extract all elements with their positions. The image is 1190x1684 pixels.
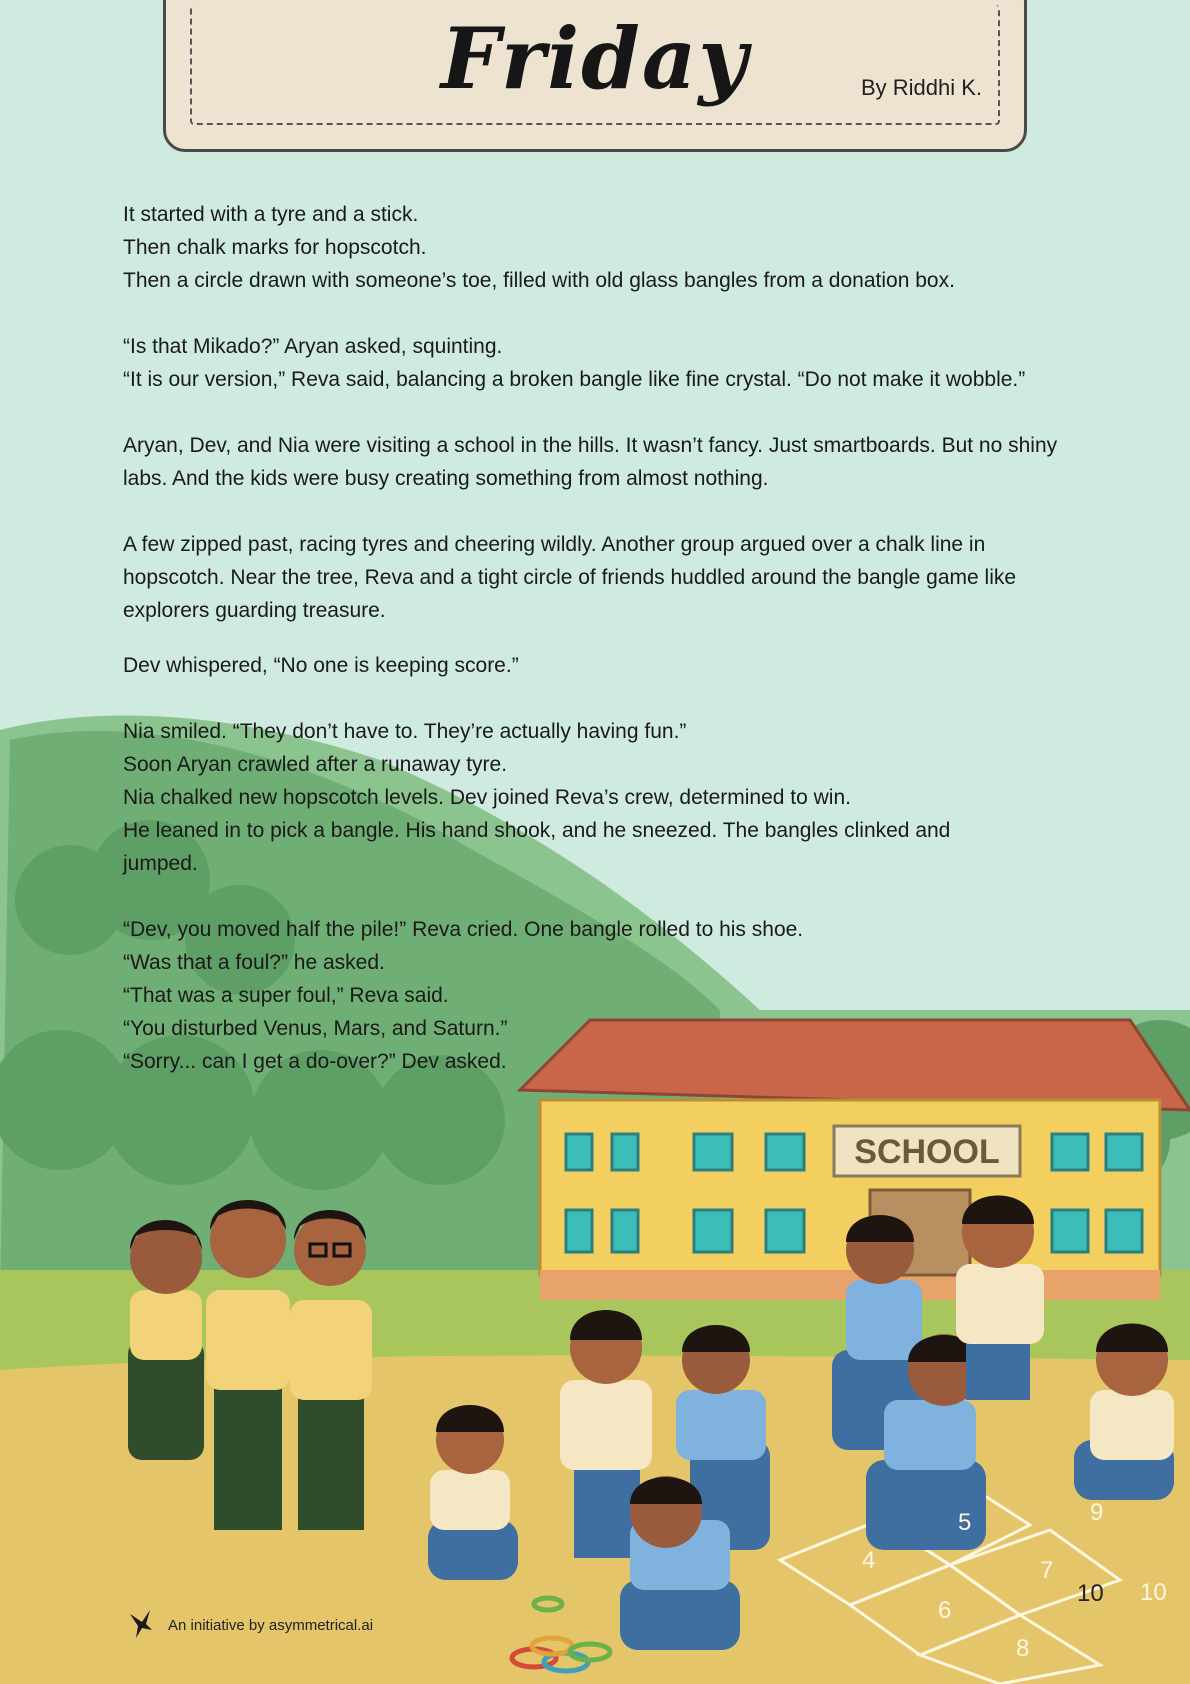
hopscotch-number: 9 <box>1090 1499 1104 1526</box>
bird-logo-icon <box>128 1608 154 1643</box>
story-line: Nia chalked new hopscotch levels. Dev joined Reva’s crew, determined to win. <box>123 786 851 809</box>
story-line: “It is our version,” Reva said, balancing a broken bangle like fine crystal. “Do not make it wobble.” <box>123 368 1026 391</box>
paragraph-2 <box>123 330 1083 396</box>
hopscotch-number: 8 <box>1016 1635 1030 1662</box>
paragraph-7 <box>123 913 1083 1078</box>
hopscotch-number: 6 <box>938 1597 952 1624</box>
paragraph-5: Dev whispered, “No one is keeping score.” <box>123 654 519 677</box>
story-line: “Is that Mikado?” Aryan asked, squinting. <box>123 335 503 358</box>
hopscotch-number: 5 <box>958 1509 972 1536</box>
initiative-credit: An initiative by asymmetrical.ai <box>168 1617 374 1634</box>
paragraph-6 <box>123 715 1083 880</box>
child-boy-glasses <box>290 1210 372 1530</box>
story-line: Soon Aryan crawled after a runaway tyre. <box>123 753 508 776</box>
story-line: It started with a tyre and a stick. <box>123 203 419 226</box>
story-title: Friday <box>440 9 750 108</box>
story-line: “That was a super foul,” Reva said. <box>123 984 449 1007</box>
story-line: “Dev, you moved half the pile!” Reva cried. One bangle rolled to his shoe. <box>123 918 804 941</box>
hopscotch-number: 4 <box>862 1547 876 1574</box>
hopscotch-number: 7 <box>1040 1557 1054 1584</box>
story-line: Then a circle drawn with someone’s toe, filled with old glass bangles from a donation box. <box>123 269 955 292</box>
school-sign: SCHOOL <box>854 1133 1000 1171</box>
footer <box>128 1608 373 1643</box>
title-banner <box>163 0 1027 152</box>
paragraph-1 <box>123 198 1083 297</box>
story-line: “Was that a foul?” he asked. <box>123 951 385 974</box>
story-line: He leaned in to pick a bangle. His hand shook, and he sneezed. The bangles clinked and jumped. <box>123 819 951 875</box>
author-byline: By Riddhi K. <box>860 75 982 100</box>
paragraph-3: Aryan, Dev, and Nia were visiting a school in the hills. It wasn’t fancy. Just smartboards. But no shiny labs. And the kids were busy creating something from almost nothing. <box>123 434 1058 490</box>
child-girl-left <box>128 1220 204 1460</box>
child-boy-middle <box>206 1200 290 1530</box>
page-number: 10 <box>1077 1580 1104 1607</box>
hopscotch-number: 10 <box>1140 1579 1167 1606</box>
story-line: Then chalk marks for hopscotch. <box>123 236 427 259</box>
story-line: Nia smiled. “They don’t have to. They’re actually having fun.” <box>123 720 687 743</box>
paragraph-4: A few zipped past, racing tyres and cheering wildly. Another group argued over a chalk line in hopscotch. Near the tree, Reva and a tight circle of friends huddled around the bangle game like explorers guarding treasure. <box>123 533 1017 622</box>
story-body <box>123 198 1083 1078</box>
story-line: “Sorry... can I get a do-over?” Dev asked. <box>123 1050 507 1073</box>
story-line: “You disturbed Venus, Mars, and Saturn.” <box>123 1017 508 1040</box>
